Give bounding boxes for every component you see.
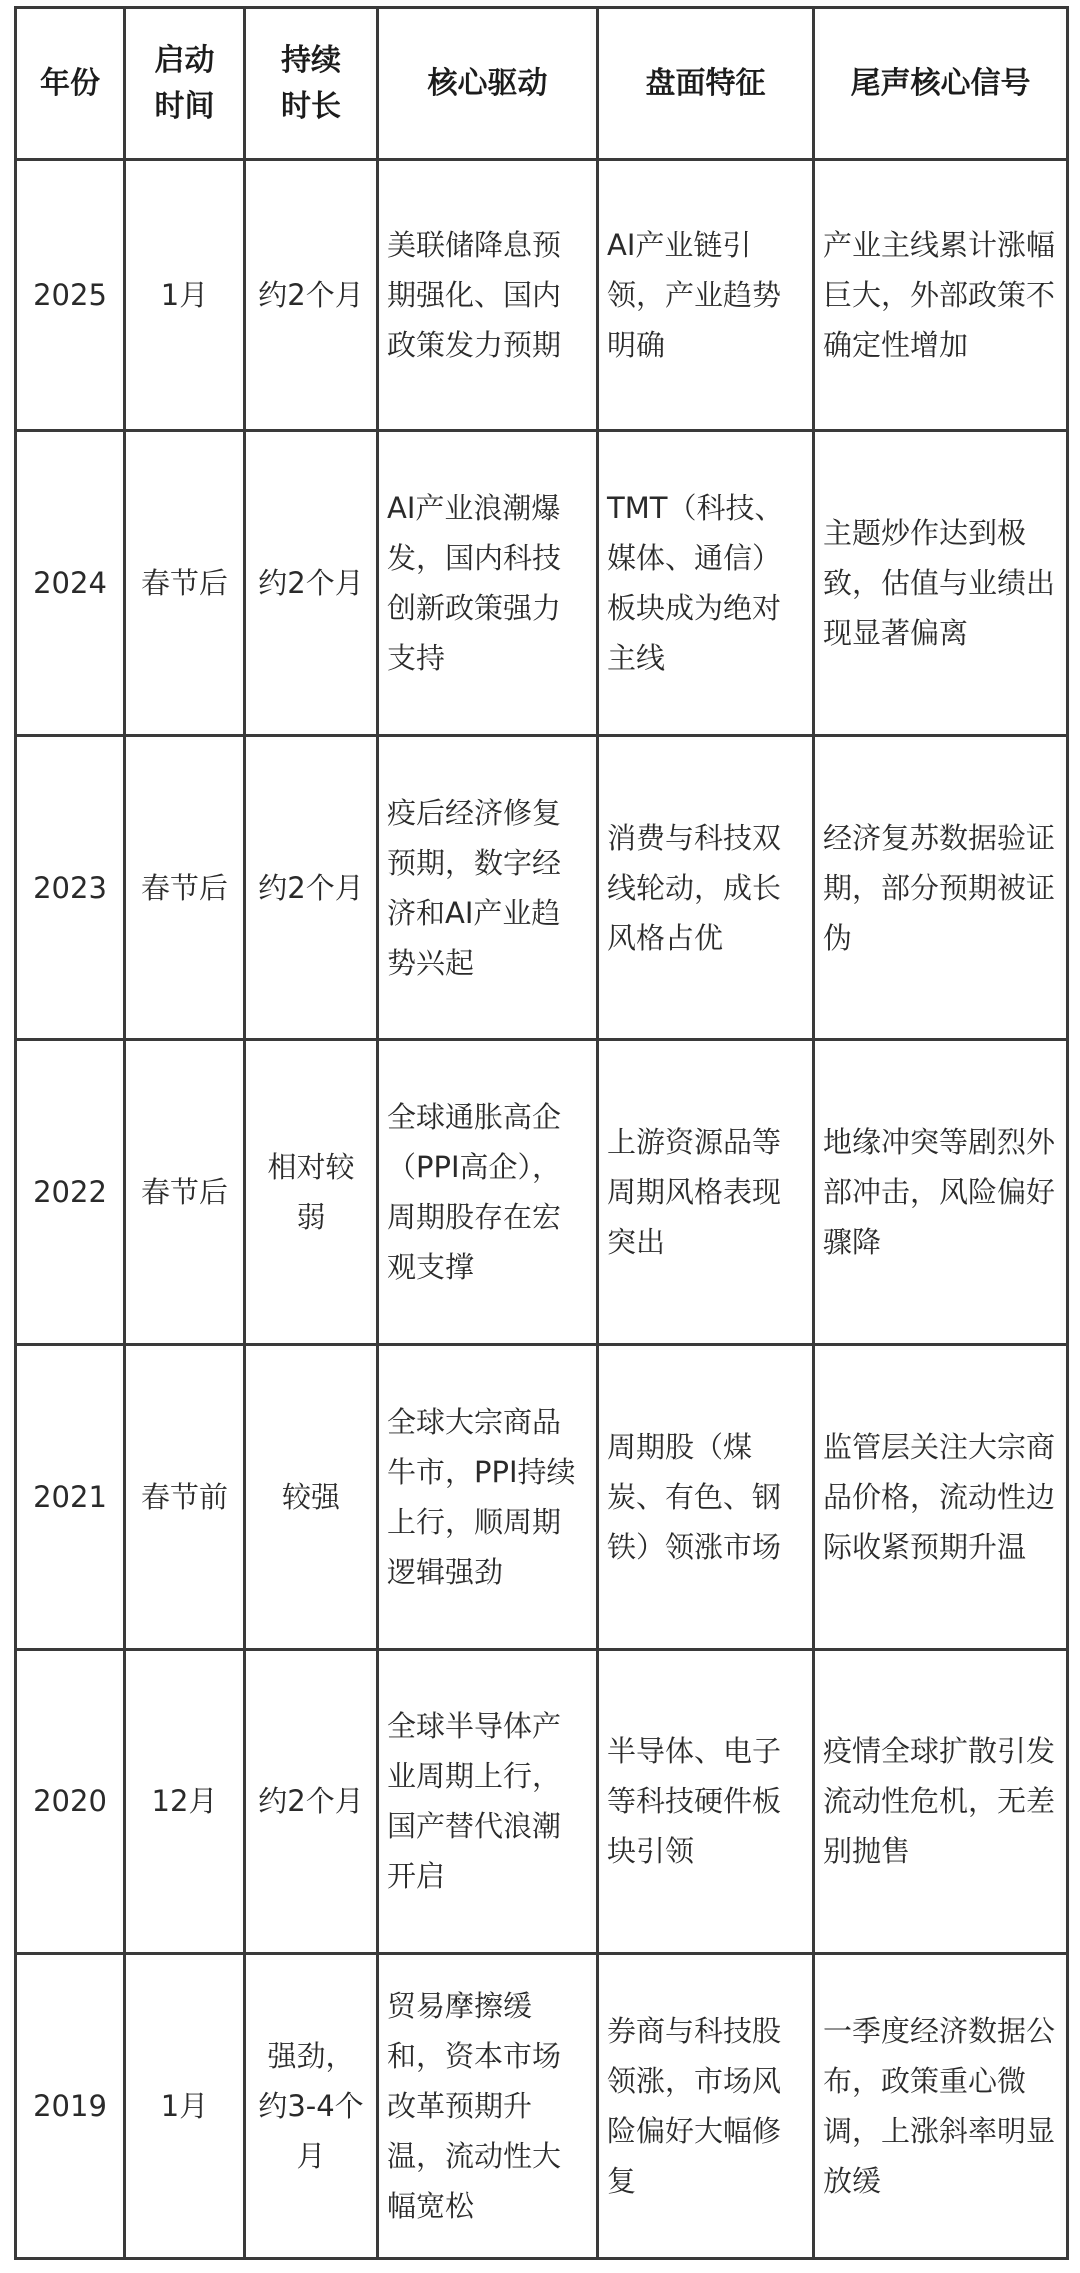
table-row	[16, 1649, 1068, 1954]
cell-feature: AI产业链引领，产业趋势明确	[598, 160, 814, 431]
cell-start: 春节前	[125, 1345, 245, 1650]
cell-year: 2024	[16, 431, 125, 736]
cell-driver: 美联储降息预期强化、国内政策发力预期	[378, 160, 598, 431]
table-row	[16, 160, 1068, 431]
cell-year: 2021	[16, 1345, 125, 1650]
cell-driver: 全球大宗商品牛市，PPI持续上行，顺周期逻辑强劲	[378, 1345, 598, 1650]
header-driver: 核心驱动	[378, 8, 598, 160]
cell-feature: 半导体、电子等科技硬件板块引领	[598, 1649, 814, 1954]
header-signal: 尾声核心信号	[814, 8, 1068, 160]
header-year: 年份	[16, 8, 125, 160]
cell-duration: 强劲，约3-4个月	[245, 1954, 378, 2259]
header-start: 启动 时间	[125, 8, 245, 160]
cell-feature: 消费与科技双线轮动，成长风格占优	[598, 735, 814, 1040]
cell-start: 1月	[125, 160, 245, 431]
cell-driver: AI产业浪潮爆发，国内科技创新政策强力支持	[378, 431, 598, 736]
cell-signal: 一季度经济数据公布，政策重心微调，上涨斜率明显放缓	[814, 1954, 1068, 2259]
cell-feature: TMT（科技、媒体、通信）板块成为绝对主线	[598, 431, 814, 736]
cell-year: 2025	[16, 160, 125, 431]
cell-year: 2020	[16, 1649, 125, 1954]
header-duration: 持续 时长	[245, 8, 378, 160]
cell-duration: 约2个月	[245, 1649, 378, 1954]
cell-driver: 疫后经济修复预期，数字经济和AI产业趋势兴起	[378, 735, 598, 1040]
cell-start: 12月	[125, 1649, 245, 1954]
header-row	[16, 8, 1068, 160]
cell-feature: 周期股（煤炭、有色、钢铁）领涨市场	[598, 1345, 814, 1650]
cell-signal: 地缘冲突等剧烈外部冲击，风险偏好骤降	[814, 1040, 1068, 1345]
cell-signal: 产业主线累计涨幅巨大，外部政策不确定性增加	[814, 160, 1068, 431]
cell-signal: 主题炒作达到极致，估值与业绩出现显著偏离	[814, 431, 1068, 736]
table-row	[16, 1040, 1068, 1345]
cell-start: 春节后	[125, 1040, 245, 1345]
cell-driver: 贸易摩擦缓和，资本市场改革预期升温，流动性大幅宽松	[378, 1954, 598, 2259]
cell-year: 2022	[16, 1040, 125, 1345]
cell-start: 春节后	[125, 431, 245, 736]
table-row	[16, 735, 1068, 1040]
cell-driver: 全球通胀高企（PPI高企），周期股存在宏观支撑	[378, 1040, 598, 1345]
cell-signal: 监管层关注大宗商品价格，流动性边际收紧预期升温	[814, 1345, 1068, 1650]
cell-year: 2019	[16, 1954, 125, 2259]
market-table	[14, 6, 1069, 2260]
cell-signal: 经济复苏数据验证期，部分预期被证伪	[814, 735, 1068, 1040]
cell-duration: 约2个月	[245, 431, 378, 736]
table-row	[16, 431, 1068, 736]
cell-start: 1月	[125, 1954, 245, 2259]
cell-feature: 券商与科技股领涨，市场风险偏好大幅修复	[598, 1954, 814, 2259]
table-container	[14, 6, 1066, 2260]
cell-feature: 上游资源品等周期风格表现突出	[598, 1040, 814, 1345]
cell-duration: 约2个月	[245, 160, 378, 431]
table-row	[16, 1954, 1068, 2259]
cell-year: 2023	[16, 735, 125, 1040]
table-row	[16, 1345, 1068, 1650]
cell-duration: 较强	[245, 1345, 378, 1650]
cell-duration: 约2个月	[245, 735, 378, 1040]
cell-driver: 全球半导体产业周期上行，国产替代浪潮开启	[378, 1649, 598, 1954]
header-feature: 盘面特征	[598, 8, 814, 160]
cell-duration: 相对较弱	[245, 1040, 378, 1345]
cell-signal: 疫情全球扩散引发流动性危机，无差别抛售	[814, 1649, 1068, 1954]
cell-start: 春节后	[125, 735, 245, 1040]
